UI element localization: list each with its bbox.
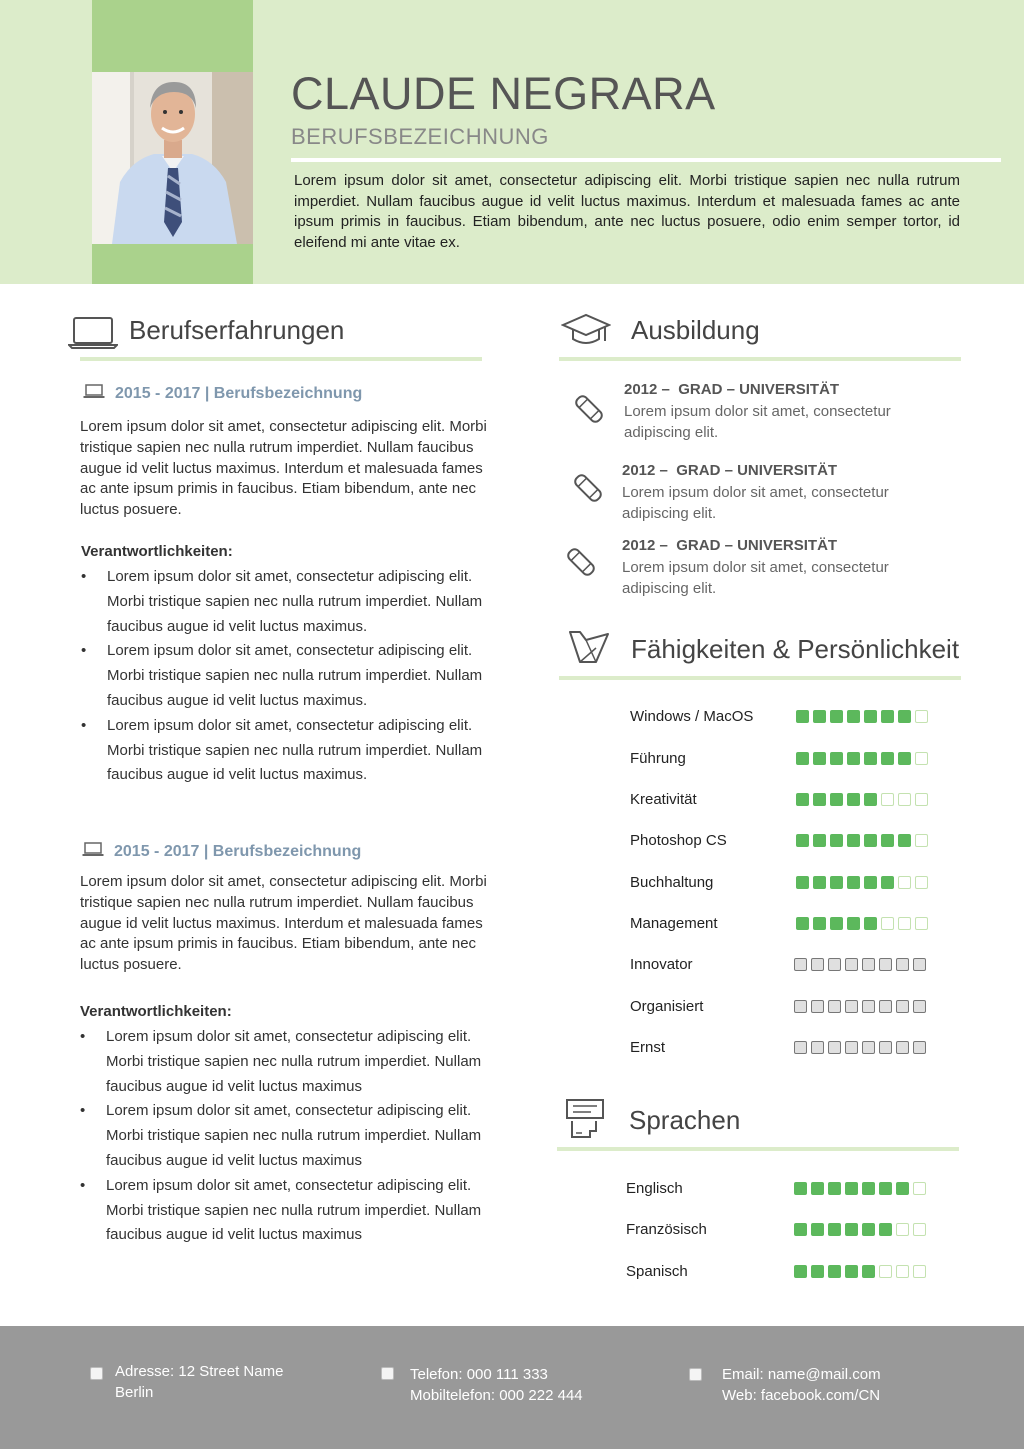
rating-dot (811, 1041, 824, 1054)
rating-dot (845, 1041, 858, 1054)
rating-dot (913, 1265, 926, 1278)
diploma-icon (561, 543, 601, 586)
rating-dot (794, 1182, 807, 1195)
rating-dot (845, 1000, 858, 1013)
rating-dot (913, 958, 926, 971)
candidate-name: CLAUDE NEGRARA (291, 68, 716, 119)
rating-dot (862, 1041, 875, 1054)
responsibilities-label: Verantwortlichkeiten: (80, 1003, 232, 1020)
skill-rating (796, 834, 928, 847)
rating-dot (864, 793, 877, 806)
education-description: Lorem ipsum dolor sit amet, consectetur adipiscing elit. (624, 403, 891, 441)
skill-label: Windows / MacOS (630, 708, 754, 725)
rating-dot (794, 958, 807, 971)
job-description: Lorem ipsum dolor sit amet, consectetur adipiscing elit. Morbi tristique sapien nec nulla rutrum imperdiet. Nullam faucibus augue id velit luctus maximus. Interdum et malesuada fames ac ante ipsum primis in faucibus. Etiam bibendum, ante nec luctus posuere. (80, 418, 487, 519)
rating-dot (796, 752, 809, 765)
rating-dot (864, 752, 877, 765)
phone-block (410, 1365, 583, 1406)
rating-dot (813, 834, 826, 847)
rating-dot (879, 1265, 892, 1278)
rating-dot (794, 1223, 807, 1236)
profile-summary: Lorem ipsum dolor sit amet, consectetur adipiscing elit. Morbi tristique sapien nec nulla rutrum imperdiet. Nullam faucibus augue id velit luctus maximus. Interdum et malesuada fames ac ante ipsum primis in faucibus. Etiam bibendum, ante nec luctus posuere, odio enim semper tortor, id eleifend mi ante vitae ex. (294, 172, 960, 251)
rating-dot (813, 793, 826, 806)
rating-dot (794, 1265, 807, 1278)
rating-dot (913, 1182, 926, 1195)
education-heading (622, 462, 837, 479)
rating-dot (847, 710, 860, 723)
list-item: • Lorem ipsum dolor sit amet, consectetur adipiscing elit. Morbi tristique sapien nec nulla rutrum imperdiet. Nullam faucibus augue id velit luctus maximus (80, 1025, 500, 1099)
language-label: Englisch (626, 1180, 683, 1197)
skill-rating (796, 752, 928, 765)
job-description: Lorem ipsum dolor sit amet, consectetur adipiscing elit. Morbi tristique sapien nec nulla rutrum imperdiet. Nullam faucibus augue id velit luctus maximus. Interdum et malesuada fames ac ante ipsum primis in faucibus. Etiam bibendum, ante nec luctus posuere. (80, 873, 487, 974)
list-item: • Lorem ipsum dolor sit amet, consectetur adipiscing elit. Morbi tristique sapien nec nulla rutrum imperdiet. Nullam faucibus augue id velit luctus maximus (80, 1174, 500, 1248)
small-laptop-icon (82, 842, 104, 862)
rating-dot (879, 958, 892, 971)
rating-dot (811, 1265, 824, 1278)
small-laptop-icon (83, 384, 105, 404)
graduation-cap-icon (561, 311, 611, 354)
rating-dot (913, 1000, 926, 1013)
address-line: Adresse: 12 Street Name (115, 1363, 284, 1380)
rating-dot (879, 1223, 892, 1236)
rating-dot (811, 1223, 824, 1236)
rating-dot (847, 793, 860, 806)
web-line: Web: facebook.com/CN (722, 1386, 881, 1404)
rating-dot (813, 710, 826, 723)
address-block (115, 1362, 283, 1403)
profile-photo (92, 72, 253, 244)
rating-dot (828, 1265, 841, 1278)
education-degree: GRAD – UNIVERSITÄT (676, 537, 838, 554)
rating-dot (915, 876, 928, 889)
rating-dot (898, 917, 911, 930)
rating-dot (864, 834, 877, 847)
rating-dot (898, 793, 911, 806)
skills-divider (559, 676, 961, 680)
rating-dot (847, 917, 860, 930)
rating-dot (881, 917, 894, 930)
rating-dot (913, 1041, 926, 1054)
rating-dot (845, 1265, 858, 1278)
rating-dot (898, 834, 911, 847)
rating-dot (915, 917, 928, 930)
job-heading (82, 842, 361, 862)
rating-dot (813, 752, 826, 765)
rating-dot (847, 876, 860, 889)
skill-label: Kreativität (630, 791, 697, 808)
education-description: Lorem ipsum dolor sit amet, consectetur adipiscing elit. (622, 484, 889, 522)
rating-dot (811, 1000, 824, 1013)
job-heading-text: 2015 - 2017 | Berufsbezeichnung (115, 385, 363, 403)
rating-dot (862, 1000, 875, 1013)
skill-label: Buchhaltung (630, 874, 714, 891)
skills-section-title: Fähigkeiten & Persönlichkeit (631, 634, 960, 664)
language-rating (794, 1223, 926, 1236)
checkbox-icon (90, 1367, 103, 1380)
rating-dot (898, 876, 911, 889)
rating-dot (813, 917, 826, 930)
experience-divider (80, 357, 482, 361)
header-divider (291, 158, 1001, 162)
rating-dot (915, 793, 928, 806)
rating-dot (879, 1000, 892, 1013)
origami-bird-icon (566, 628, 612, 671)
rating-dot (881, 793, 894, 806)
education-divider (559, 357, 961, 361)
rating-dot (879, 1041, 892, 1054)
language-label: Spanisch (626, 1263, 688, 1280)
skill-rating (794, 958, 926, 971)
rating-dot (828, 1182, 841, 1195)
rating-dot (864, 876, 877, 889)
education-heading (622, 537, 837, 554)
languages-divider (557, 1147, 959, 1151)
rating-dot (796, 793, 809, 806)
rating-dot (828, 1041, 841, 1054)
rating-dot (896, 1000, 909, 1013)
rating-dot (881, 876, 894, 889)
phone-line: Telefon: 000 111 333 (410, 1366, 548, 1383)
diploma-icon (568, 469, 608, 512)
rating-dot (896, 1265, 909, 1278)
education-year: 2012 – (622, 537, 668, 554)
list-item: • Lorem ipsum dolor sit amet, consectetur adipiscing elit. Morbi tristique sapien nec nulla rutrum imperdiet. Nullam faucibus augue id velit luctus maximus. (81, 714, 501, 788)
rating-dot (864, 917, 877, 930)
rating-dot (796, 710, 809, 723)
rating-dot (830, 876, 843, 889)
email-line: Email: name@mail.com (722, 1366, 881, 1383)
skill-rating (796, 876, 928, 889)
list-item: • Lorem ipsum dolor sit amet, consectetur adipiscing elit. Morbi tristique sapien nec nulla rutrum imperdiet. Nullam faucibus augue id velit luctus maximus. (81, 639, 501, 713)
rating-dot (862, 1182, 875, 1195)
rating-dot (845, 958, 858, 971)
list-item: • Lorem ipsum dolor sit amet, consectetur adipiscing elit. Morbi tristique sapien nec nulla rutrum imperdiet. Nullam faucibus augue id velit luctus maximus. (81, 565, 501, 639)
education-degree: GRAD – UNIVERSITÄT (676, 462, 838, 479)
rating-dot (896, 1223, 909, 1236)
skill-rating (796, 917, 928, 930)
languages-section-title: Sprachen (629, 1105, 741, 1135)
job-heading (83, 384, 362, 404)
education-year: 2012 – (624, 381, 670, 398)
rating-dot (828, 958, 841, 971)
rating-dot (830, 834, 843, 847)
skill-label: Management (630, 915, 718, 932)
list-item: • Lorem ipsum dolor sit amet, consectetur adipiscing elit. Morbi tristique sapien nec nulla rutrum imperdiet. Nullam faucibus augue id velit luctus maximus (80, 1099, 500, 1173)
rating-dot (898, 710, 911, 723)
experience-section-title: Berufserfahrungen (129, 315, 345, 345)
rating-dot (879, 1182, 892, 1195)
checkbox-icon (381, 1367, 394, 1380)
rating-dot (830, 917, 843, 930)
rating-dot (881, 710, 894, 723)
rating-dot (862, 958, 875, 971)
rating-dot (896, 958, 909, 971)
skill-rating (796, 793, 928, 806)
rating-dot (830, 752, 843, 765)
rating-dot (845, 1223, 858, 1236)
rating-dot (828, 1000, 841, 1013)
rating-dot (862, 1265, 875, 1278)
rating-dot (881, 834, 894, 847)
responsibilities-list (81, 565, 501, 788)
education-section-title: Ausbildung (631, 315, 760, 345)
rating-dot (915, 752, 928, 765)
rating-dot (896, 1182, 909, 1195)
rating-dot (913, 1223, 926, 1236)
education-year: 2012 – (622, 462, 668, 479)
rating-dot (898, 752, 911, 765)
job-heading-text: 2015 - 2017 | Berufsbezeichnung (114, 843, 362, 861)
language-label: Französisch (626, 1221, 707, 1238)
rating-dot (864, 710, 877, 723)
responsibilities-list (80, 1025, 500, 1248)
education-heading (624, 381, 839, 398)
language-rating (794, 1265, 926, 1278)
rating-dot (796, 876, 809, 889)
education-degree: GRAD – UNIVERSITÄT (678, 381, 840, 398)
laptop-icon (68, 315, 118, 354)
rating-dot (881, 752, 894, 765)
rating-dot (811, 1182, 824, 1195)
rating-dot (845, 1182, 858, 1195)
speaking-head-icon (564, 1097, 608, 1146)
email-web-block (722, 1365, 881, 1406)
rating-dot (813, 876, 826, 889)
rating-dot (896, 1041, 909, 1054)
rating-dot (794, 1041, 807, 1054)
rating-dot (915, 710, 928, 723)
rating-dot (796, 834, 809, 847)
education-description: Lorem ipsum dolor sit amet, consectetur adipiscing elit. (622, 559, 889, 597)
responsibilities-label: Verantwortlichkeiten: (81, 543, 233, 560)
job-title: BERUFSBEZEICHNUNG (291, 124, 549, 149)
rating-dot (862, 1223, 875, 1236)
skill-label: Photoshop CS (630, 832, 727, 849)
rating-dot (796, 917, 809, 930)
skill-label: Ernst (630, 1039, 666, 1056)
skill-label: Führung (630, 750, 686, 767)
rating-dot (794, 1000, 807, 1013)
skill-rating (794, 1000, 926, 1013)
skill-label: Innovator (630, 956, 693, 973)
checkbox-icon (689, 1368, 702, 1381)
skill-label: Organisiert (630, 998, 704, 1015)
rating-dot (830, 793, 843, 806)
rating-dot (830, 710, 843, 723)
rating-dot (811, 958, 824, 971)
rating-dot (847, 752, 860, 765)
rating-dot (847, 834, 860, 847)
mobile-line: Mobiltelefon: 000 222 444 (410, 1386, 583, 1404)
rating-dot (915, 834, 928, 847)
skill-rating (794, 1041, 926, 1054)
diploma-icon (569, 390, 609, 433)
rating-dot (828, 1223, 841, 1236)
city-line: Berlin (115, 1383, 154, 1401)
skill-rating (796, 710, 928, 723)
language-rating (794, 1182, 926, 1195)
